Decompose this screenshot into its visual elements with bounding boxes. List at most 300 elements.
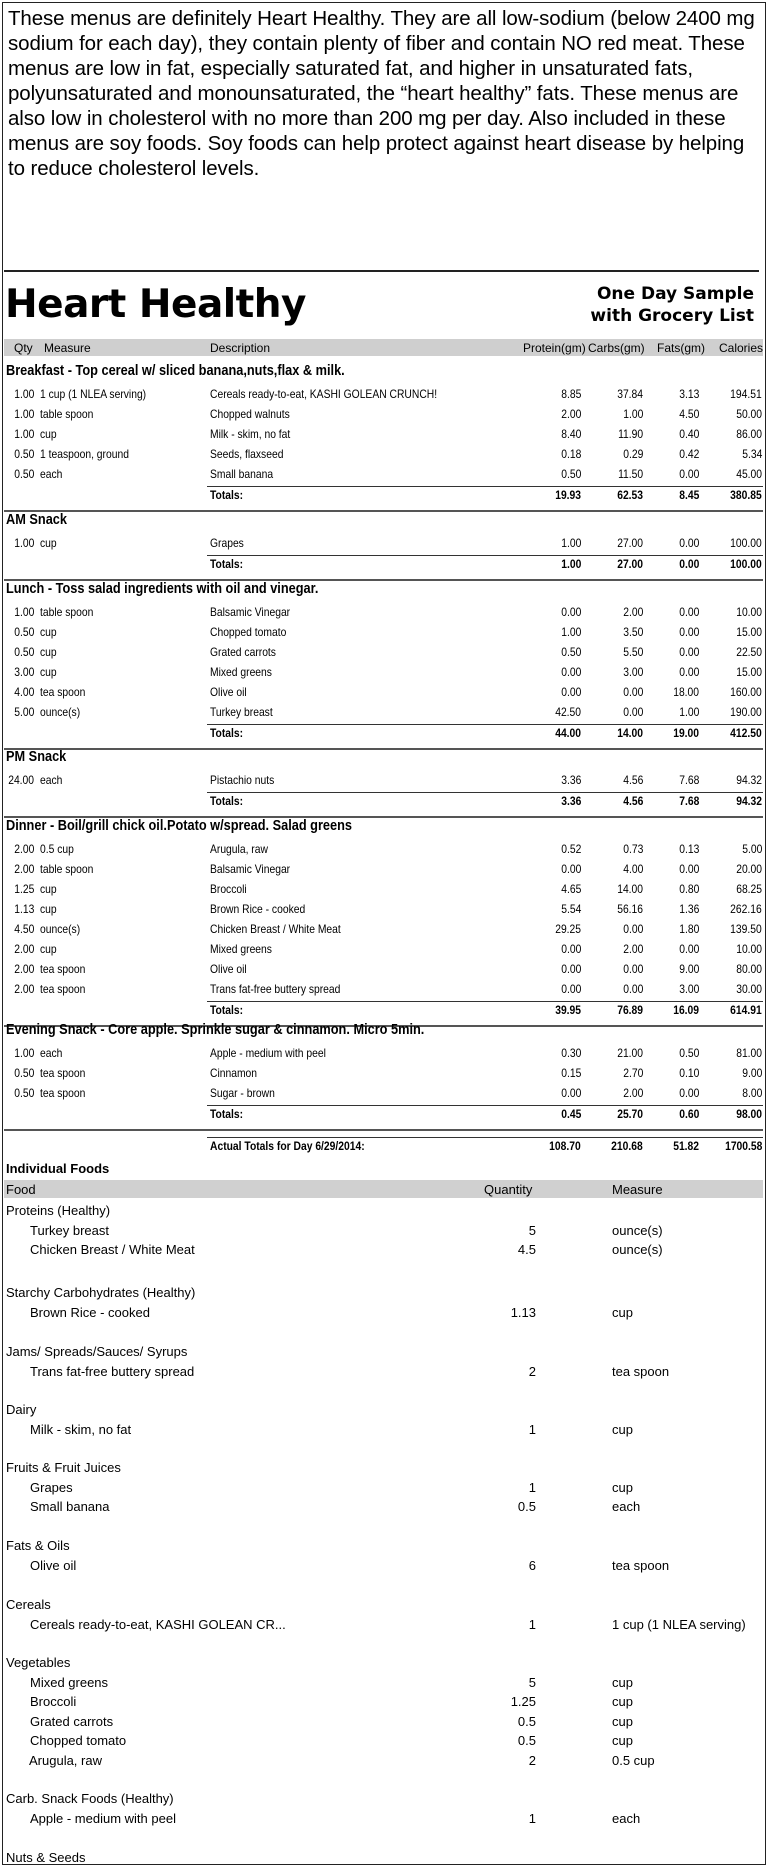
food-item-measure: cup: [612, 1304, 633, 1320]
col-calories: Calories: [719, 341, 764, 355]
food-item-name: Small banana: [30, 1499, 110, 1514]
totals-protein: 1.00: [560, 557, 581, 571]
food-item-name: Arugula, raw: [29, 1752, 102, 1768]
food-category: Nuts & Seeds: [6, 1850, 86, 1865]
row-fats: 1.80: [678, 922, 699, 936]
row-qty: 2.00: [13, 842, 34, 856]
row-description: Mixed greens: [210, 665, 272, 679]
row-measure: tea spoon: [40, 962, 86, 976]
totals-row: [4, 726, 763, 745]
row-fats: 0.00: [678, 1086, 699, 1100]
row-protein: 42.50: [555, 705, 581, 719]
menu-row: [4, 625, 763, 644]
row-protein: 8.85: [560, 387, 581, 401]
col-description: Description: [210, 341, 271, 355]
row-qty: 1.00: [13, 536, 34, 550]
row-protein: 0.00: [560, 685, 581, 699]
row-carbs: 11.50: [617, 467, 643, 481]
row-protein: 4.65: [560, 882, 581, 896]
row-measure: table spoon: [40, 605, 94, 619]
row-carbs: 2.00: [622, 605, 643, 619]
individual-foods-header: [4, 1180, 763, 1198]
row-calories: 50.00: [736, 407, 762, 421]
row-carbs: 0.73: [622, 842, 643, 856]
row-qty: 0.50: [13, 1066, 34, 1080]
food-item-quantity: 1.13: [510, 1304, 536, 1320]
row-calories: 9.00: [741, 1066, 762, 1080]
menu-row: [4, 427, 763, 446]
totals-rule: [207, 1001, 763, 1002]
food-item-quantity: 6: [528, 1557, 536, 1573]
totals-rule: [207, 555, 763, 556]
totals-row: [4, 1107, 763, 1126]
row-measure: each: [40, 467, 63, 481]
row-measure: 1 teaspoon, ground: [40, 447, 129, 461]
grand-total-protein: 108.70: [549, 1139, 581, 1153]
row-carbs: 11.90: [617, 427, 643, 441]
row-qty: 2.00: [13, 962, 34, 976]
row-protein: 0.50: [560, 645, 581, 659]
row-fats: 0.00: [678, 605, 699, 619]
totals-fats: 7.68: [678, 794, 699, 808]
row-description: Broccoli: [210, 882, 247, 896]
meal-title: AM Snack: [6, 512, 67, 528]
totals-rule: [207, 486, 763, 487]
row-fats: 0.00: [678, 536, 699, 550]
totals-carbs: 76.89: [617, 1003, 643, 1017]
food-category: Starchy Carbohydrates (Healthy): [6, 1285, 196, 1300]
row-fats: 0.40: [678, 427, 699, 441]
row-carbs: 56.16: [617, 902, 643, 916]
row-fats: 9.00: [678, 962, 699, 976]
section-rule: [4, 748, 763, 750]
food-category: Vegetables: [6, 1655, 71, 1670]
row-fats: 3.00: [678, 982, 699, 996]
row-calories: 81.00: [736, 1046, 762, 1060]
row-calories: 5.00: [741, 842, 762, 856]
row-fats: 0.00: [678, 625, 699, 639]
row-calories: 30.00: [736, 982, 762, 996]
row-protein: 0.18: [560, 447, 581, 461]
row-calories: 80.00: [736, 962, 762, 976]
menu-row: [4, 862, 763, 881]
meal-title: Evening Snack - Core apple. Sprinkle sugar & cinnamon. Micro 5min.: [6, 1022, 425, 1038]
ind-col-measure: Measure: [612, 1182, 663, 1197]
subtitle-line-2: with Grocery List: [590, 306, 754, 326]
food-item-name: Brown Rice - cooked: [30, 1304, 150, 1320]
row-calories: 20.00: [736, 862, 762, 876]
intro-text: These menus are definitely Heart Healthy. They are all low-sodium (below 2400 mg sodium for each day), they contain plenty of fiber and contain NO red meat. These menus are low in fat, especially saturated fat, and higher in unsaturated fats, polyunsaturated and monounsaturated, the “heart healthy” fats. These menus are also low in cholesterol with no more than 200 mg per day. Also included in these menus are soy foods. Soy foods can help protect against heart disease by helping to reduce cholesterol levels.: [8, 7, 755, 180]
section-rule: [4, 510, 763, 512]
meal-title: Dinner - Boil/grill chick oil.Potato w/spread. Salad greens: [6, 818, 353, 834]
food-item-name: Mixed greens: [30, 1674, 109, 1690]
row-description: Chopped tomato: [210, 625, 287, 639]
totals-calories: 98.00: [736, 1107, 762, 1121]
totals-fats: 0.60: [678, 1107, 699, 1121]
menu-row: [4, 1066, 763, 1085]
row-qty: 2.00: [13, 862, 34, 876]
menu-row: [4, 1086, 763, 1105]
meal-title: PM Snack: [6, 749, 67, 765]
food-category: Cereals: [6, 1597, 51, 1612]
row-protein: 0.00: [560, 982, 581, 996]
food-item-quantity: 2: [528, 1752, 536, 1768]
row-measure: cup: [40, 882, 57, 896]
menu-row: [4, 407, 763, 426]
row-description: Grated carrots: [210, 645, 276, 659]
row-carbs: 0.00: [622, 685, 643, 699]
menu-row: [4, 902, 763, 921]
row-protein: 0.00: [560, 605, 581, 619]
grand-total-rule: [207, 1137, 763, 1138]
individual-foods-title: Individual Foods: [6, 1161, 110, 1176]
food-item-quantity: 5: [528, 1674, 536, 1690]
food-item-measure: cup: [612, 1733, 633, 1748]
row-qty: 4.50: [13, 922, 34, 936]
food-item-name: Apple - medium with peel: [30, 1810, 176, 1826]
row-measure: 1 cup (1 NLEA serving): [40, 387, 147, 401]
totals-label: Totals:: [210, 488, 244, 502]
food-item-measure: 0.5 cup: [612, 1752, 655, 1768]
grand-total-carbs: 210.68: [611, 1139, 643, 1153]
totals-rule: [207, 1105, 763, 1106]
row-qty: 3.00: [13, 665, 34, 679]
row-description: Olive oil: [210, 962, 247, 976]
food-category: Proteins (Healthy): [6, 1203, 111, 1218]
menu-row: [4, 447, 763, 466]
totals-carbs: 4.56: [622, 794, 643, 808]
food-item-measure: ounce(s): [612, 1222, 663, 1238]
col-carbs: Carbs(gm): [588, 341, 645, 355]
food-item-measure: each: [612, 1810, 641, 1826]
row-measure: table spoon: [40, 862, 94, 876]
row-carbs: 3.50: [622, 625, 643, 639]
totals-protein: 0.45: [560, 1107, 581, 1121]
totals-label: Totals:: [210, 726, 244, 740]
food-item-quantity: 5: [528, 1222, 536, 1238]
row-fats: 0.00: [678, 862, 699, 876]
food-item-quantity: 1: [528, 1616, 536, 1632]
row-protein: 0.30: [560, 1046, 581, 1060]
food-category: Dairy: [6, 1402, 37, 1417]
meal-title: Breakfast - Top cereal w/ sliced banana,nuts,flax & milk.: [6, 363, 345, 379]
row-carbs: 27.00: [617, 536, 643, 550]
row-calories: 5.34: [741, 447, 762, 461]
row-protein: 5.54: [560, 902, 581, 916]
row-description: Trans fat-free buttery spread: [210, 982, 341, 996]
menu-row: [4, 882, 763, 901]
row-description: Small banana: [210, 467, 274, 481]
row-protein: 2.00: [560, 407, 581, 421]
row-calories: 15.00: [736, 625, 762, 639]
row-fats: 0.80: [678, 882, 699, 896]
row-qty: 1.13: [13, 902, 34, 916]
row-measure: each: [40, 773, 63, 787]
page-title: Heart Healthy: [5, 282, 306, 327]
food-item-measure: tea spoon: [612, 1557, 670, 1573]
row-calories: 22.50: [736, 645, 762, 659]
col-measure: Measure: [44, 341, 91, 355]
food-item-quantity: 0.5: [517, 1733, 536, 1748]
row-carbs: 2.70: [622, 1066, 643, 1080]
ind-col-food: Food: [6, 1182, 36, 1197]
col-qty: Qty: [14, 341, 33, 355]
food-item-measure: cup: [612, 1479, 633, 1495]
row-fats: 1.36: [678, 902, 699, 916]
row-description: Chicken Breast / White Meat: [210, 922, 341, 936]
row-measure: tea spoon: [40, 982, 86, 996]
row-description: Arugula, raw: [210, 842, 268, 856]
totals-carbs: 14.00: [617, 726, 643, 740]
totals-rule: [207, 792, 763, 793]
row-calories: 45.00: [736, 467, 762, 481]
row-qty: 0.50: [13, 1086, 34, 1100]
food-category: Jams/ Spreads/Sauces/ Syrups: [6, 1344, 188, 1359]
row-qty: 1.00: [13, 1046, 34, 1060]
row-protein: 0.15: [560, 1066, 581, 1080]
row-measure: table spoon: [40, 407, 94, 421]
totals-calories: 412.50: [730, 726, 762, 740]
totals-row: [4, 557, 763, 576]
row-fats: 0.10: [678, 1066, 699, 1080]
row-protein: 0.00: [560, 665, 581, 679]
menu-row: [4, 536, 763, 555]
row-description: Balsamic Vinegar: [210, 605, 291, 619]
row-carbs: 0.00: [622, 705, 643, 719]
row-measure: ounce(s): [40, 705, 81, 719]
row-carbs: 2.00: [622, 942, 643, 956]
grand-total-label: Actual Totals for Day 6/29/2014:: [210, 1139, 365, 1153]
food-item-measure: ounce(s): [612, 1242, 663, 1257]
totals-label: Totals:: [210, 1107, 244, 1121]
menu-row: [4, 645, 763, 664]
row-qty: 2.00: [13, 942, 34, 956]
row-protein: 1.00: [560, 536, 581, 550]
food-item-quantity: 1: [528, 1810, 536, 1826]
food-item-measure: cup: [612, 1421, 633, 1437]
food-item-name: Milk - skim, no fat: [30, 1421, 132, 1437]
row-fats: 0.00: [678, 665, 699, 679]
row-fats: 4.50: [678, 407, 699, 421]
totals-carbs: 62.53: [617, 488, 643, 502]
row-description: Olive oil: [210, 685, 247, 699]
row-carbs: 4.00: [622, 862, 643, 876]
row-protein: 0.00: [560, 962, 581, 976]
row-calories: 100.00: [730, 536, 762, 550]
menu-row: [4, 982, 763, 1001]
menu-row: [4, 605, 763, 624]
food-item-name: Turkey breast: [30, 1222, 109, 1238]
row-carbs: 5.50: [622, 645, 643, 659]
row-qty: 0.50: [13, 467, 34, 481]
food-item-name: Chopped tomato: [30, 1733, 127, 1748]
totals-row: [4, 488, 763, 507]
food-item-quantity: 1: [528, 1421, 536, 1437]
food-category: Fruits & Fruit Juices: [6, 1460, 121, 1475]
row-protein: 29.25: [555, 922, 581, 936]
row-protein: 3.36: [560, 773, 581, 787]
row-qty: 1.00: [13, 407, 34, 421]
totals-fats: 19.00: [673, 726, 699, 740]
row-calories: 94.32: [736, 773, 762, 787]
totals-row: [4, 1003, 763, 1022]
row-carbs: 1.00: [622, 407, 643, 421]
row-calories: 194.51: [730, 387, 762, 401]
row-protein: 8.40: [560, 427, 581, 441]
food-item-name: Grated carrots: [30, 1713, 114, 1729]
totals-calories: 100.00: [730, 557, 762, 571]
food-item-measure: cup: [612, 1674, 633, 1690]
totals-rule: [207, 724, 763, 725]
row-carbs: 2.00: [622, 1086, 643, 1100]
row-qty: 1.00: [13, 387, 34, 401]
row-calories: 139.50: [730, 922, 762, 936]
row-measure: cup: [40, 942, 57, 956]
row-fats: 1.00: [678, 705, 699, 719]
food-item-measure: cup: [612, 1694, 633, 1709]
subtitle: [590, 283, 754, 327]
row-calories: 160.00: [730, 685, 762, 699]
row-carbs: 37.84: [617, 387, 643, 401]
row-fats: 0.50: [678, 1046, 699, 1060]
totals-carbs: 25.70: [617, 1107, 643, 1121]
row-measure: cup: [40, 902, 57, 916]
row-fats: 0.13: [678, 842, 699, 856]
row-calories: 262.16: [730, 902, 762, 916]
food-category: Fats & Oils: [6, 1538, 70, 1553]
row-fats: 0.00: [678, 467, 699, 481]
menu-row: [4, 773, 763, 792]
row-description: Cinnamon: [210, 1066, 258, 1080]
row-calories: 68.25: [736, 882, 762, 896]
totals-carbs: 27.00: [617, 557, 643, 571]
row-carbs: 14.00: [617, 882, 643, 896]
food-item-name: Chicken Breast / White Meat: [30, 1242, 195, 1257]
row-measure: ounce(s): [40, 922, 81, 936]
row-description: Cereals ready-to-eat, KASHI GOLEAN CRUNCH!: [210, 387, 438, 401]
menu-row: [4, 705, 763, 724]
row-fats: 7.68: [678, 773, 699, 787]
row-qty: 1.00: [13, 427, 34, 441]
row-protein: 1.00: [560, 625, 581, 639]
row-qty: 1.00: [13, 605, 34, 619]
row-measure: 0.5 cup: [40, 842, 74, 856]
food-item-measure: tea spoon: [612, 1363, 670, 1379]
food-item-quantity: 0.5: [517, 1499, 536, 1514]
row-measure: cup: [40, 625, 57, 639]
row-fats: 3.13: [678, 387, 699, 401]
food-item-name: Trans fat-free buttery spread: [30, 1363, 195, 1379]
row-description: Chopped walnuts: [210, 407, 290, 421]
food-item-quantity: 1: [528, 1479, 536, 1495]
grand-total-row: [4, 1139, 763, 1158]
totals-row: [4, 794, 763, 813]
menu-row: [4, 922, 763, 941]
menu-row: [4, 942, 763, 961]
row-fats: 0.00: [678, 942, 699, 956]
row-qty: 1.25: [13, 882, 34, 896]
row-measure: tea spoon: [40, 685, 86, 699]
ind-col-quantity: Quantity: [484, 1182, 533, 1197]
menu-row: [4, 1046, 763, 1065]
row-description: Sugar - brown: [210, 1086, 275, 1100]
row-carbs: 0.00: [622, 962, 643, 976]
food-item-name: Cereals ready-to-eat, KASHI GOLEAN CR...: [30, 1616, 286, 1632]
food-item-quantity: 1.25: [510, 1694, 536, 1709]
row-description: Apple - medium with peel: [210, 1046, 326, 1060]
row-qty: 0.50: [13, 625, 34, 639]
totals-label: Totals:: [210, 1003, 244, 1017]
row-description: Milk - skim, no fat: [210, 427, 291, 441]
row-measure: cup: [40, 645, 57, 659]
grand-total-calories: 1700.58: [724, 1139, 762, 1153]
row-protein: 0.00: [560, 862, 581, 876]
row-carbs: 4.56: [622, 773, 643, 787]
row-description: Seeds, flaxseed: [210, 447, 284, 461]
row-description: Turkey breast: [210, 705, 273, 719]
row-qty: 24.00: [8, 773, 34, 787]
row-protein: 0.50: [560, 467, 581, 481]
row-measure: tea spoon: [40, 1066, 86, 1080]
totals-protein: 44.00: [555, 726, 581, 740]
menu-row: [4, 665, 763, 684]
menu-row: [4, 467, 763, 486]
row-protein: 0.00: [560, 1086, 581, 1100]
totals-fats: 0.00: [678, 557, 699, 571]
subtitle-line-1: One Day Sample: [596, 284, 754, 304]
totals-calories: 614.91: [730, 1003, 762, 1017]
row-description: Grapes: [210, 536, 244, 550]
totals-protein: 3.36: [560, 794, 581, 808]
food-item-measure: each: [612, 1499, 641, 1514]
row-carbs: 21.00: [617, 1046, 643, 1060]
row-description: Brown Rice - cooked: [210, 902, 306, 916]
row-measure: each: [40, 1046, 63, 1060]
totals-calories: 94.32: [736, 794, 762, 808]
row-carbs: 0.00: [622, 922, 643, 936]
row-description: Balsamic Vinegar: [210, 862, 291, 876]
row-calories: 8.00: [741, 1086, 762, 1100]
row-qty: 0.50: [13, 447, 34, 461]
row-carbs: 0.29: [622, 447, 643, 461]
row-carbs: 0.00: [622, 982, 643, 996]
intro-box: [4, 2, 759, 272]
row-qty: 5.00: [13, 705, 34, 719]
row-calories: 10.00: [736, 605, 762, 619]
food-category: Carb. Snack Foods (Healthy): [6, 1791, 174, 1806]
menu-row: [4, 962, 763, 981]
row-qty: 0.50: [13, 645, 34, 659]
row-fats: 18.00: [673, 685, 699, 699]
row-calories: 190.00: [730, 705, 762, 719]
food-item-name: Olive oil: [30, 1557, 77, 1573]
menu-row: [4, 685, 763, 704]
row-measure: cup: [40, 427, 57, 441]
section-rule: [4, 1129, 763, 1131]
row-measure: cup: [40, 536, 57, 550]
row-fats: 0.42: [678, 447, 699, 461]
food-item-name: Broccoli: [30, 1694, 77, 1709]
food-item-quantity: 2: [528, 1363, 536, 1379]
food-item-quantity: 0.5: [517, 1713, 536, 1729]
food-item-name: Grapes: [30, 1479, 73, 1495]
totals-fats: 16.09: [673, 1003, 699, 1017]
menu-row: [4, 387, 763, 406]
menu-column-header: [4, 339, 763, 356]
row-calories: 86.00: [736, 427, 762, 441]
row-calories: 15.00: [736, 665, 762, 679]
meal-title: Lunch - Toss salad ingredients with oil and vinegar.: [6, 581, 319, 597]
